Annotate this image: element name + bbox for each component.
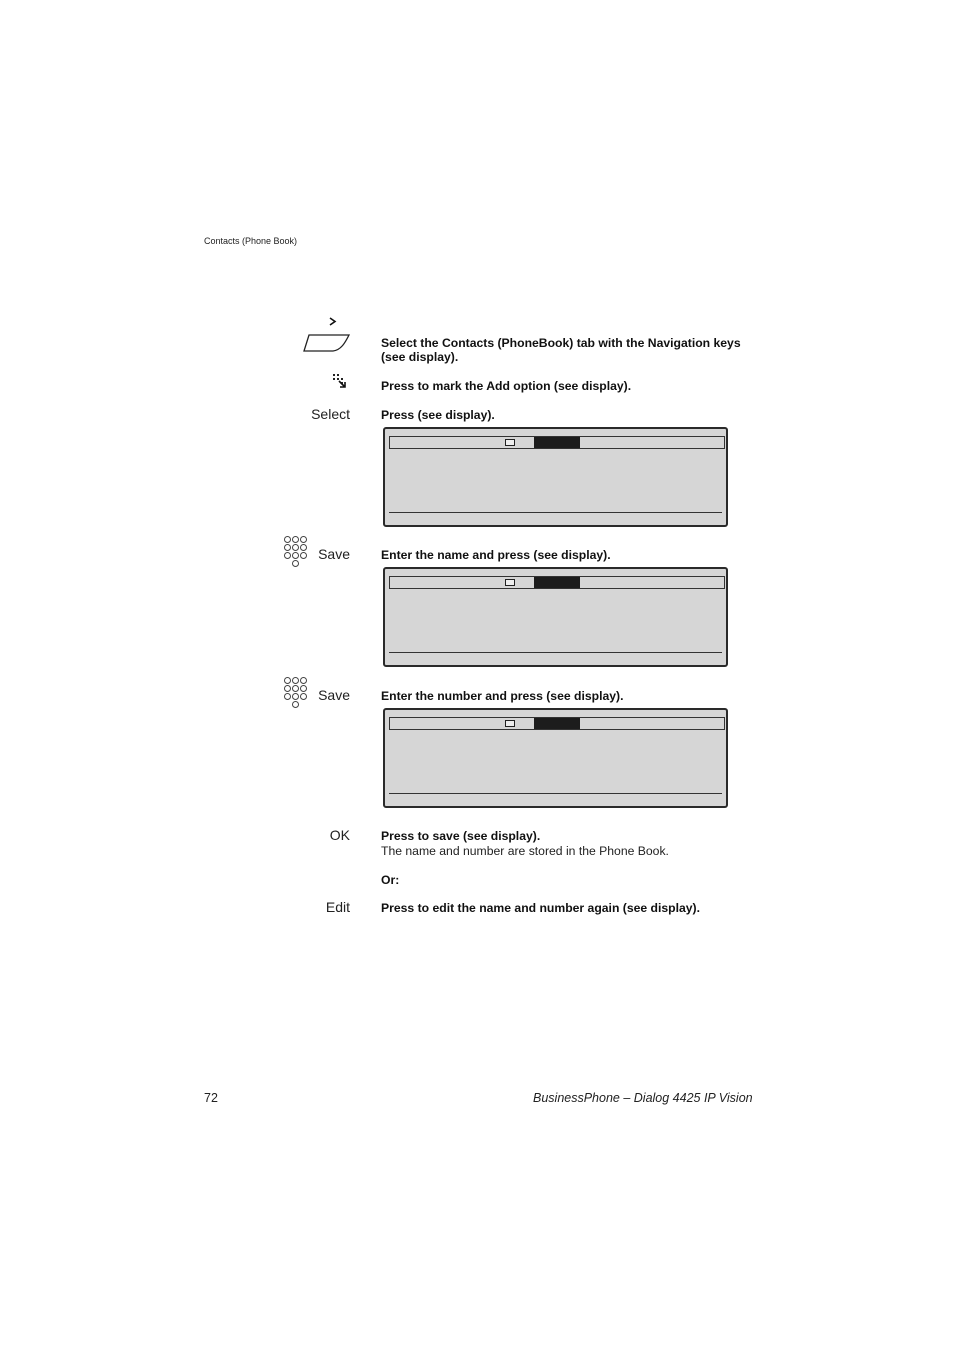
display-softkey-bar [389,512,722,513]
document-title: BusinessPhone – Dialog 4425 IP Vision [533,1091,753,1105]
select-key-label[interactable]: Select [311,406,350,422]
save-key-label[interactable]: Save [318,687,350,703]
save-key-label[interactable]: Save [318,546,350,562]
tab-envelope-icon [505,720,515,727]
phone-display-2 [383,567,728,667]
step-6-instruction: Press to save (see display). [381,829,541,843]
page-header: Contacts (Phone Book) [204,236,298,246]
step-7-instruction: Press to edit the name and number again (see display). [381,901,700,915]
display-tab-bar [389,717,725,730]
ok-key-label[interactable]: OK [329,827,350,843]
page-number: 72 [204,1091,218,1105]
display-softkey-bar [389,652,722,653]
step-1-instruction: Select the Contacts (PhoneBook) tab with the Navigation keys (see display). [381,336,741,364]
tab-envelope-icon [505,439,515,446]
phone-display-3 [383,708,728,808]
step-2-instruction: Press to mark the Add option (see display). [381,379,632,393]
display-active-tab [534,437,580,448]
step-5-instruction: Enter the number and press (see display). [381,689,624,703]
display-softkey-bar [389,793,722,794]
softkey-icon [303,333,351,353]
edit-key-label[interactable]: Edit [325,899,350,915]
step-3-instruction: Press (see display). [381,408,495,422]
display-tab-bar [389,576,725,589]
step-6-note: The name and number are stored in the Phone Book. [381,844,669,858]
display-tab-bar [389,436,725,449]
arrow-right-icon [329,317,337,326]
or-separator: Or: [381,873,400,887]
step-4-instruction: Enter the name and press (see display). [381,548,611,562]
phone-display-1 [383,427,728,527]
tab-envelope-icon [505,579,515,586]
scroll-down-icon [332,373,350,391]
display-active-tab [534,718,580,729]
display-active-tab [534,577,580,588]
